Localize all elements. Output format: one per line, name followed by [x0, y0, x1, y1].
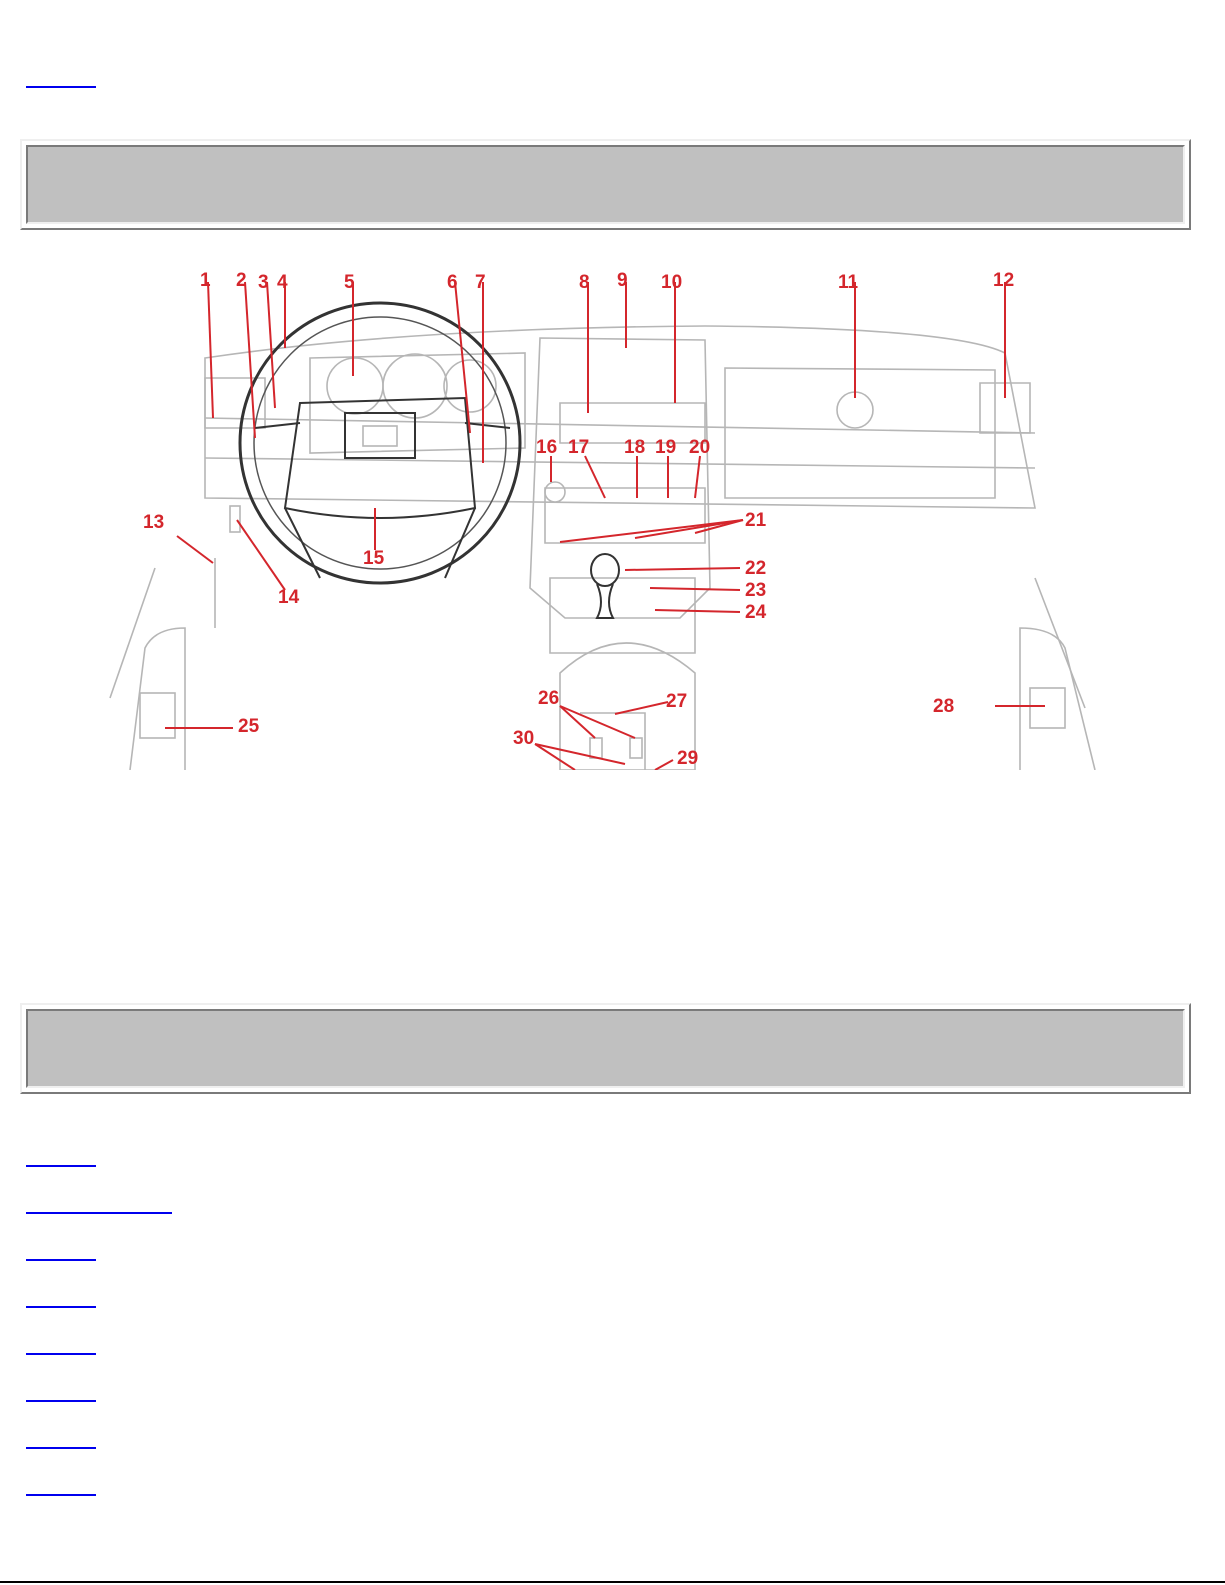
callout-7: 7	[475, 272, 486, 293]
callout-numbers	[143, 270, 1014, 769]
callout-1: 1	[200, 270, 211, 291]
callout-4: 4	[277, 272, 288, 293]
callout-16: 16	[536, 437, 558, 458]
callout-9: 9	[617, 270, 628, 291]
callout-19: 19	[655, 437, 677, 458]
dashboard-outline	[205, 326, 1035, 770]
callout-17: 17	[568, 437, 590, 458]
dashboard-diagram-svg	[105, 258, 1105, 770]
dashboard-diagram	[105, 258, 1105, 770]
nav-link-8[interactable]	[26, 1469, 96, 1496]
callout-5: 5	[344, 272, 355, 293]
callout-8: 8	[579, 272, 590, 293]
section-header-1-bar	[26, 145, 1185, 224]
nav-link-4[interactable]	[26, 1281, 96, 1308]
nav-link-6[interactable]	[26, 1375, 96, 1402]
left-door-panel	[110, 558, 215, 770]
callout-3: 3	[258, 272, 269, 293]
leader-lines	[165, 282, 1045, 770]
pedal	[230, 506, 240, 532]
callout-23: 23	[745, 580, 767, 601]
section-header-2	[20, 1003, 1191, 1094]
callout-20: 20	[689, 437, 711, 458]
nav-link-5[interactable]	[26, 1328, 96, 1355]
top-link[interactable]	[26, 62, 96, 88]
callout-29: 29	[677, 748, 699, 769]
nav-link-3[interactable]	[26, 1234, 96, 1261]
callout-21: 21	[745, 510, 767, 531]
bottom-rule	[0, 1581, 1225, 1583]
callout-11: 11	[838, 272, 859, 293]
callout-24: 24	[745, 602, 767, 623]
callout-14: 14	[278, 587, 300, 608]
cigarette-lighter	[545, 482, 565, 502]
right-door-panel	[1020, 578, 1095, 770]
callout-15: 15	[363, 548, 385, 569]
section-header-1	[20, 139, 1191, 230]
nav-link-2[interactable]	[26, 1187, 172, 1214]
callout-30: 30	[513, 728, 535, 749]
callout-13: 13	[143, 512, 165, 533]
nav-link-1[interactable]	[26, 1140, 96, 1167]
callout-2: 2	[236, 270, 247, 291]
callout-28: 28	[933, 696, 955, 717]
callout-27: 27	[666, 691, 688, 712]
nav-link-7[interactable]	[26, 1422, 96, 1449]
gear-knob	[591, 554, 619, 618]
callout-6: 6	[447, 272, 458, 293]
callout-26: 26	[538, 688, 560, 709]
steering-wheel	[240, 303, 520, 583]
callout-18: 18	[624, 437, 646, 458]
callout-25: 25	[238, 716, 260, 737]
callout-10: 10	[661, 272, 683, 293]
callout-22: 22	[745, 558, 767, 579]
callout-12: 12	[993, 270, 1015, 291]
section-header-2-bar	[26, 1009, 1185, 1088]
nav-links	[26, 1140, 172, 1516]
